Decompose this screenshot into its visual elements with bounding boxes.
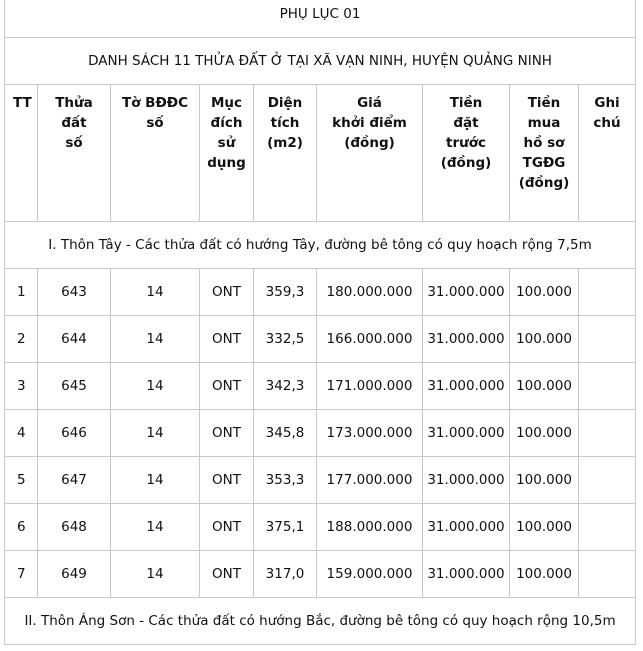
header-deposit	[423, 85, 510, 222]
header-map-sheet	[111, 85, 200, 222]
cell-dossier-fee: 100.000	[510, 269, 579, 316]
section-heading: I. Thôn Tây - Các thửa đất có hướng Tây, đường bê tông có quy hoạch rộng 7,5m	[5, 222, 636, 269]
cell-tt: 7	[5, 551, 38, 598]
section-heading: II. Thôn Áng Sơn - Các thửa đất có hướng Bắc, đường bê tông có quy hoạch rộng 10,5m	[5, 598, 636, 645]
cell-parcel-no: 649	[38, 551, 111, 598]
cell-map-sheet: 14	[111, 316, 200, 363]
table-row	[5, 316, 636, 363]
section-row	[5, 598, 636, 645]
land-parcel-table	[4, 0, 636, 645]
cell-starting-price: 188.000.000	[317, 504, 423, 551]
cell-starting-price: 166.000.000	[317, 316, 423, 363]
cell-starting-price: 180.000.000	[317, 269, 423, 316]
header-line: TGĐG	[522, 155, 566, 171]
cell-tt: 6	[5, 504, 38, 551]
cell-land-use: ONT	[200, 551, 254, 598]
cell-dossier-fee: 100.000	[510, 504, 579, 551]
header-area	[254, 85, 317, 222]
cell-area: 359,3	[254, 269, 317, 316]
header-parcel-no	[38, 85, 111, 222]
appendix-label: PHỤ LỤC 01	[5, 0, 636, 38]
cell-map-sheet: 14	[111, 363, 200, 410]
cell-land-use: ONT	[200, 316, 254, 363]
cell-area: 332,5	[254, 316, 317, 363]
cell-tt: 3	[5, 363, 38, 410]
header-line: chú	[593, 115, 621, 131]
cell-parcel-no: 644	[38, 316, 111, 363]
appendix-row	[5, 0, 636, 38]
cell-note	[579, 551, 636, 598]
cell-land-use: ONT	[200, 457, 254, 504]
cell-parcel-no: 648	[38, 504, 111, 551]
cell-parcel-no: 645	[38, 363, 111, 410]
cell-note	[579, 504, 636, 551]
table-row	[5, 269, 636, 316]
cell-deposit: 31.000.000	[423, 551, 510, 598]
header-line: Diện	[267, 95, 303, 111]
header-line: (m2)	[267, 135, 303, 151]
cell-dossier-fee: 100.000	[510, 457, 579, 504]
header-line: Tiền	[527, 95, 561, 111]
cell-note	[579, 269, 636, 316]
cell-deposit: 31.000.000	[423, 457, 510, 504]
cell-tt: 2	[5, 316, 38, 363]
cell-note	[579, 316, 636, 363]
cell-tt: 5	[5, 457, 38, 504]
header-line: số	[146, 115, 164, 131]
header-line: khởi điểm	[332, 115, 407, 131]
header-line: dụng	[207, 155, 246, 171]
cell-deposit: 31.000.000	[423, 316, 510, 363]
header-line: sử	[217, 135, 236, 151]
document-title: DANH SÁCH 11 THỬA ĐẤT Ở TẠI XÃ VẠN NINH, HUYỆN QUẢNG NINH	[5, 38, 636, 85]
cell-starting-price: 177.000.000	[317, 457, 423, 504]
cell-land-use: ONT	[200, 410, 254, 457]
header-line: TT	[13, 95, 32, 111]
cell-dossier-fee: 100.000	[510, 551, 579, 598]
cell-land-use: ONT	[200, 269, 254, 316]
cell-deposit: 31.000.000	[423, 269, 510, 316]
cell-area: 353,3	[254, 457, 317, 504]
cell-area: 342,3	[254, 363, 317, 410]
header-starting-price	[317, 85, 423, 222]
header-note	[579, 85, 636, 222]
header-line: đặt	[453, 115, 479, 131]
title-row	[5, 38, 636, 85]
cell-map-sheet: 14	[111, 551, 200, 598]
cell-map-sheet: 14	[111, 269, 200, 316]
cell-parcel-no: 643	[38, 269, 111, 316]
cell-map-sheet: 14	[111, 504, 200, 551]
table-row	[5, 410, 636, 457]
cell-map-sheet: 14	[111, 457, 200, 504]
cell-dossier-fee: 100.000	[510, 410, 579, 457]
section-row	[5, 222, 636, 269]
header-line: Mục	[210, 95, 243, 111]
header-line: trước	[446, 135, 486, 151]
cell-parcel-no: 647	[38, 457, 111, 504]
cell-starting-price: 159.000.000	[317, 551, 423, 598]
cell-deposit: 31.000.000	[423, 504, 510, 551]
header-land-use	[200, 85, 254, 222]
table-row	[5, 363, 636, 410]
header-line: (đồng)	[440, 155, 492, 171]
cell-land-use: ONT	[200, 504, 254, 551]
header-dossier-fee	[510, 85, 579, 222]
header-line: Giá	[357, 95, 382, 111]
cell-parcel-no: 646	[38, 410, 111, 457]
cell-tt: 1	[5, 269, 38, 316]
cell-map-sheet: 14	[111, 410, 200, 457]
header-line: (đồng)	[518, 175, 570, 191]
header-line: hồ sơ	[523, 135, 565, 151]
header-line: số	[65, 135, 83, 151]
header-line: (đồng)	[344, 135, 395, 151]
cell-area: 375,1	[254, 504, 317, 551]
cell-dossier-fee: 100.000	[510, 363, 579, 410]
cell-tt: 4	[5, 410, 38, 457]
cell-deposit: 31.000.000	[423, 410, 510, 457]
cell-deposit: 31.000.000	[423, 363, 510, 410]
header-tt	[5, 85, 38, 222]
cell-land-use: ONT	[200, 363, 254, 410]
header-line: đất	[61, 115, 87, 131]
header-line: đích	[210, 115, 243, 131]
table-row	[5, 504, 636, 551]
cell-starting-price: 171.000.000	[317, 363, 423, 410]
header-line: Thửa	[55, 95, 93, 111]
cell-note	[579, 457, 636, 504]
header-row	[5, 85, 636, 222]
cell-note	[579, 410, 636, 457]
cell-starting-price: 173.000.000	[317, 410, 423, 457]
cell-area: 317,0	[254, 551, 317, 598]
header-line: mua	[527, 115, 561, 131]
header-line: Ghi	[594, 95, 620, 111]
cell-area: 345,8	[254, 410, 317, 457]
header-line: Tờ BĐĐC	[121, 95, 188, 111]
table-row	[5, 457, 636, 504]
cell-dossier-fee: 100.000	[510, 316, 579, 363]
cell-note	[579, 363, 636, 410]
table-row	[5, 551, 636, 598]
header-line: Tiền	[449, 95, 483, 111]
header-line: tích	[270, 115, 300, 131]
